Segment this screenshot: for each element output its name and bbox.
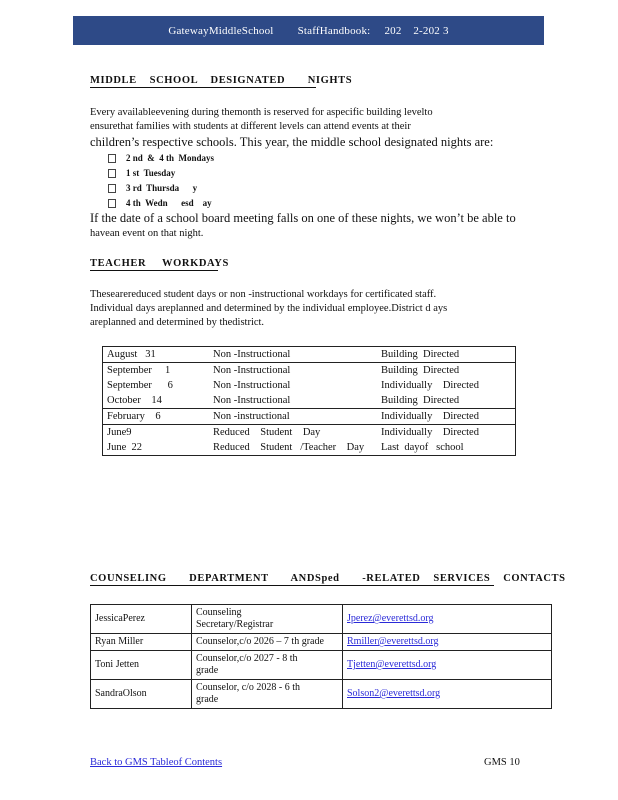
table-cell: Building Directed <box>377 363 516 379</box>
workdays-paragraph <box>90 288 515 330</box>
role-line: Counselor,c/o 2026 – 7 th grade <box>196 636 324 647</box>
table-cell: Building Directed <box>381 395 460 406</box>
bullet-icon <box>108 199 116 208</box>
list-item-text: 2 nd & 4 th Mondays <box>126 153 215 163</box>
list-item-text: 1 st Tuesday <box>126 168 176 178</box>
counseling-contacts-title: COUNSELING DEPARTMENT ANDSped -RELATED SERVICES CONTACTS <box>90 573 566 584</box>
contact-name: SandraOlson <box>91 680 192 709</box>
list-item <box>108 166 214 181</box>
bullet-icon <box>108 184 116 193</box>
para-line: havean event on that night. <box>90 228 204 239</box>
list-item <box>108 196 214 211</box>
table-cell: September 6 <box>107 380 173 391</box>
contact-role <box>192 680 343 709</box>
para-line: Thesearereduced student days or non -instructional workdays for certificated staff. <box>90 289 437 300</box>
contact-email-cell <box>343 605 552 634</box>
school-year: 202 2-202 3 <box>384 24 449 37</box>
school-name: GatewayMiddleSchool <box>168 24 274 37</box>
table-cell: Non -Instructional <box>213 395 291 406</box>
designated-nights-list <box>108 151 214 211</box>
email-link[interactable]: Tjetten@everettsd.org <box>347 659 437 670</box>
workdays-table <box>102 346 516 456</box>
table-cell: Non -Instructional <box>209 363 377 379</box>
para-line: Every availableevening during themonth is reserved for aspecific building levelto <box>90 107 433 118</box>
table-row <box>103 409 516 425</box>
list-item <box>108 151 214 166</box>
contact-name: JessicaPerez <box>91 605 192 634</box>
role-line: Counselor,c/o 2027 - 8 th <box>196 653 298 664</box>
table-cell: Non -Instructional <box>213 380 291 391</box>
list-item-text: 3 rd Thursda y <box>126 183 198 193</box>
para-line: If the date of a school board meeting falls on one of these nights, we won’t be able to <box>90 211 516 225</box>
table-row <box>91 605 552 634</box>
page-header <box>73 16 544 45</box>
role-line: Counselor, c/o 2028 - 6 th <box>196 682 301 693</box>
list-item <box>108 181 214 196</box>
email-link[interactable]: Rmiller@everettsd.org <box>347 636 439 647</box>
contact-email-cell <box>343 634 552 651</box>
contact-email-cell <box>343 680 552 709</box>
email-link[interactable]: Jperez@everettsd.org <box>347 613 434 624</box>
table-cell: Individually Directed <box>377 425 516 441</box>
contact-name: Ryan Miller <box>91 634 192 651</box>
designated-nights-title: MIDDLE SCHOOL DESIGNATED NIGHTS <box>90 75 353 86</box>
board-meeting-note-cont <box>90 227 510 241</box>
table-cell: October 14 <box>107 395 162 406</box>
role-line: Secretary/Registrar <box>196 619 274 630</box>
designated-paragraph-cont <box>90 135 510 150</box>
board-meeting-note <box>90 211 520 226</box>
teacher-workdays-title: TEACHER WORKDAYS <box>90 258 229 269</box>
footer-left <box>90 757 222 768</box>
table-cell: Non -Instructional <box>213 349 291 360</box>
para-line: Individual days areplanned and determined by the individual employee.District d ays <box>90 303 448 314</box>
table-row <box>103 393 516 409</box>
table-row <box>103 347 516 363</box>
table-cell: Reduced Student /Teacher Day <box>213 442 365 453</box>
table-row <box>103 378 516 393</box>
table-cell: Individually Directed <box>377 409 516 425</box>
table-cell: February 6 <box>103 409 210 425</box>
table-row <box>91 651 552 680</box>
table-cell: September 1 <box>103 363 210 379</box>
table-row <box>103 425 516 441</box>
role-line: grade <box>196 665 219 676</box>
table-cell: Non -instructional <box>209 409 377 425</box>
table-row <box>91 680 552 709</box>
bullet-icon <box>108 169 116 178</box>
page-number: GMS 10 <box>484 757 520 768</box>
table-cell: August 31 <box>107 349 156 360</box>
bullet-icon <box>108 154 116 163</box>
list-item-text: 4 th Wedn esd ay <box>126 198 212 208</box>
para-line: ensurethat families with students at different levels can attend events at their <box>90 121 411 132</box>
table-row <box>103 363 516 379</box>
table-cell: June9 <box>103 425 210 441</box>
table-row <box>91 634 552 651</box>
table-cell: June 22 <box>107 442 142 453</box>
table-cell: Building Directed <box>381 349 460 360</box>
back-to-contents-link[interactable]: Back to GMS Tableof Contents <box>90 757 223 768</box>
designated-paragraph <box>90 106 510 134</box>
handbook-label: StaffHandbook: <box>297 24 371 37</box>
para-line: children’s respective schools. This year, the middle school designated nights are: <box>90 135 494 149</box>
table-cell: Individually Directed <box>381 380 479 391</box>
para-line: areplanned and determined by thedistrict. <box>90 317 265 328</box>
email-link[interactable]: Solson2@everettsd.org <box>347 688 441 699</box>
contact-email-cell <box>343 651 552 680</box>
contact-role <box>192 605 343 634</box>
role-line: Counseling <box>196 607 242 618</box>
contact-role <box>192 651 343 680</box>
table-row <box>103 440 516 456</box>
contact-role <box>192 634 343 651</box>
counseling-contacts-table <box>90 604 552 709</box>
role-line: grade <box>196 694 219 705</box>
table-cell: Last dayof school <box>381 442 464 453</box>
table-cell: Reduced Student Day <box>209 425 377 441</box>
contact-name: Toni Jetten <box>91 651 192 680</box>
